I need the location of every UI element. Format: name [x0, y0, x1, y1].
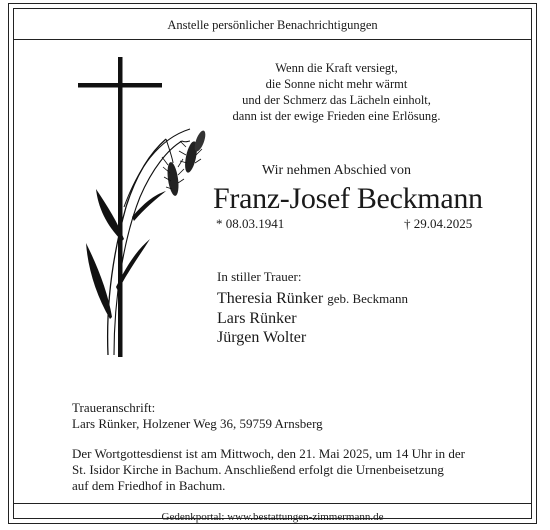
poem-line: Wenn die Kraft versiegt, — [275, 61, 398, 75]
notice-inner-frame — [13, 8, 532, 523]
mourner-item — [217, 289, 408, 309]
birth-date: * 08.03.1941 — [216, 216, 285, 231]
mourner-item — [217, 328, 408, 348]
service-info — [72, 446, 465, 494]
service-line: St. Isidor Kirche in Bachum. Anschließend erfolgt die Urnenbeisetzung — [72, 462, 444, 477]
mourner-item — [217, 309, 408, 329]
notice-header: Anstelle persönlicher Benachrichtigungen — [167, 18, 378, 32]
farewell-text: Wir nehmen Abschied von — [261, 163, 412, 178]
mourner-name: Lars Rünker — [217, 309, 297, 327]
death-date: † 29.04.2025 — [404, 216, 473, 231]
poem-line: die Sonne nicht mehr wärmt — [265, 77, 408, 91]
service-line: auf dem Friedhof in Bachum. — [72, 478, 226, 493]
obituary-notice — [8, 3, 537, 524]
cross-with-grain-icon — [78, 57, 208, 357]
address-text: Lars Rünker, Holzener Weg 36, 59759 Arnsberg — [72, 416, 323, 431]
poem — [194, 60, 479, 124]
mourning-address — [72, 400, 323, 432]
poem-line: und der Schmerz das Lächeln einholt, — [242, 93, 431, 107]
header-divider — [14, 39, 531, 40]
mourner-name: Theresia Rünker — [217, 290, 324, 307]
footer-divider — [14, 503, 531, 504]
mourning-intro: In stiller Trauer: — [217, 269, 302, 284]
mourner-name: Jürgen Wolter — [217, 329, 307, 346]
address-label: Traueranschrift: — [72, 400, 156, 415]
service-line: Der Wortgottesdienst ist am Mittwoch, den 21. Mai 2025, um 14 Uhr in der — [72, 446, 465, 461]
mourners-list — [217, 289, 408, 348]
deceased-name: Franz-Josef Beckmann — [213, 182, 483, 215]
poem-line: dann ist der ewige Frieden eine Erlösung. — [232, 109, 441, 123]
memorial-portal-link[interactable]: Gedenkportal: www.bestattungen-zimmermann.de — [161, 511, 384, 523]
mourner-note: geb. Beckmann — [327, 291, 409, 306]
